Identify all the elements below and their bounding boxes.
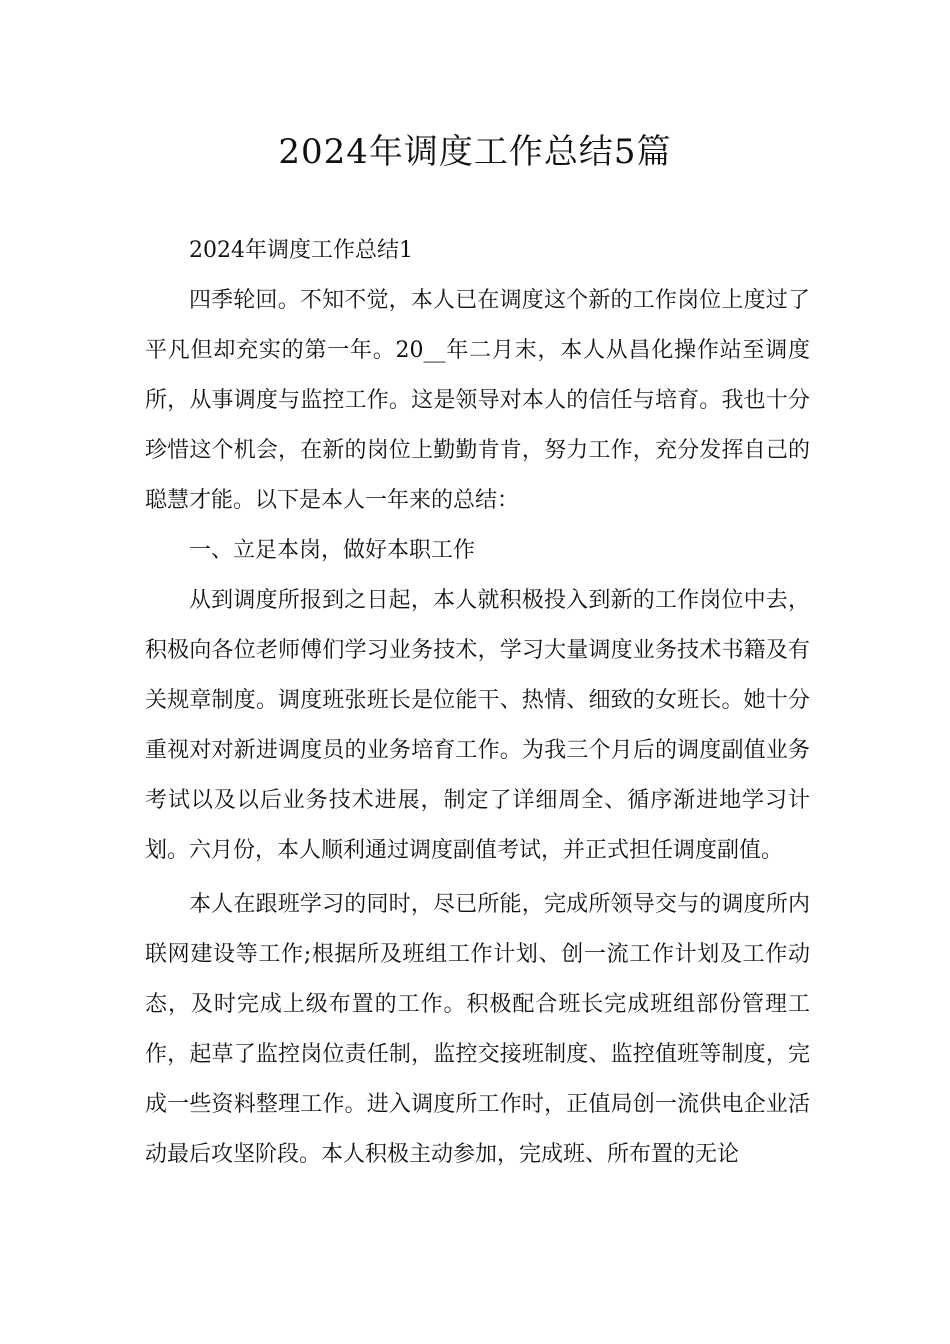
paragraph-body: 本人在跟班学习的同时，尽已所能，完成所领导交与的调度所内联网建设等工作;根据所及班组工作计划、创一流工作计划及工作动态，及时完成上级布置的工作。积极配合班长完成班组部份管理工作，起草了监控岗位责任制，监控交接班制度、监控值班等制度，完成一些资料整理工作。进入调度所工作时，正值局创一流供电企业活动最后攻坚阶段。本人积极主动参加，完成班、所布置的无论	[145, 892, 810, 1167]
document-title: 2024年调度工作总结5篇	[278, 132, 672, 172]
paragraph-body: 从到调度所报到之日起，本人就积极投入到新的工作岗位中去，积极向各位老师傅们学习业务技术，学习大量调度业务技术书籍及有关规章制度。调度班张班长是位能干、热情、细致的女班长。她十分重视对对新进调度员的业务培育工作。为我三个月后的调度副值业务考试以及以后业务技术进展，制定了详细周全、循序渐进地学习计划。六月份，本人顺利通过调度副值考试，并正式担任调度副值。	[145, 588, 810, 863]
section-heading-1: 2024年调度工作总结1	[189, 238, 413, 263]
section-heading-2: 一、立足本岗，做好本职工作	[189, 538, 476, 563]
paragraph-intro: 四季轮回。不知不觉，本人已在调度这个新的工作岗位上度过了平凡但却充实的第一年。20__年二月末，本人从昌化操作站至调度所，从事调度与监控工作。这是领导对本人的信任与培育。我也十分珍惜这个机会，在新的岗位上勤勤肯肯，努力工作，充分发挥自己的聪慧才能。以下是本人一年来的总结：	[145, 288, 810, 513]
document-body	[145, 226, 810, 1180]
